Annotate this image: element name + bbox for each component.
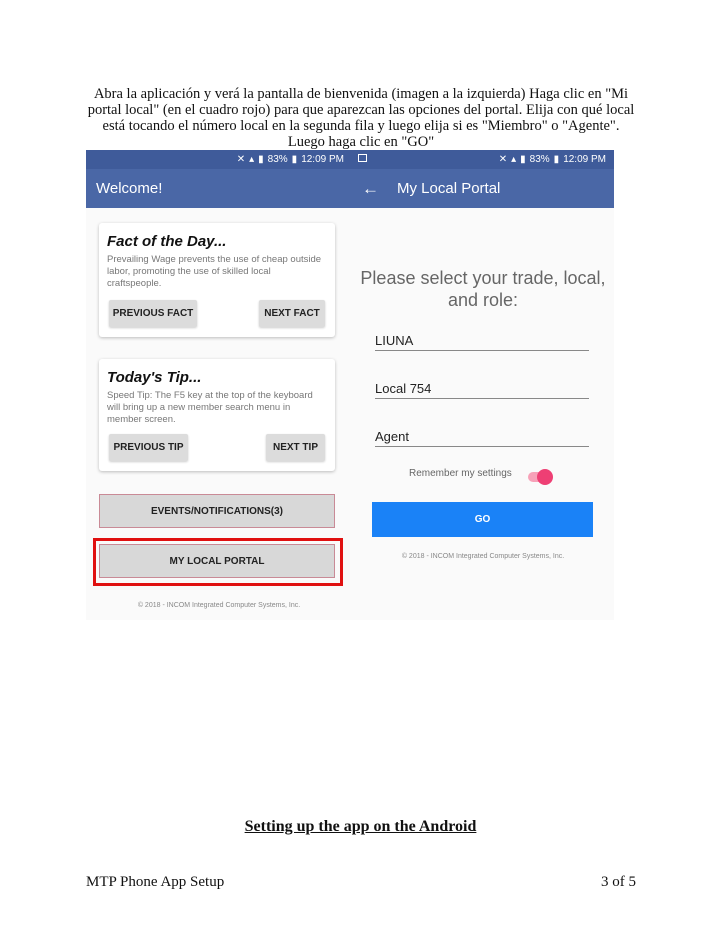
battery-icon: ▮	[291, 154, 298, 165]
mute-icon: ✕	[236, 154, 246, 165]
previous-fact-button[interactable]: PREVIOUS FACT	[109, 300, 197, 327]
tip-text: Speed Tip: The F5 key at the top of the keyboard will bring up a new member search menu in member screen.	[107, 390, 313, 425]
back-arrow-icon[interactable]: ←	[362, 178, 379, 198]
trade-select[interactable]: LIUNA	[375, 333, 589, 351]
role-select[interactable]: Agent	[375, 429, 589, 447]
screen-title: My Local Portal	[397, 180, 501, 197]
battery-level: 83%	[267, 154, 288, 165]
section-title: Setting up the app on the Android	[244, 818, 477, 835]
app-bar	[352, 169, 614, 208]
mute-icon: ✕	[498, 154, 508, 165]
remember-settings-toggle[interactable]	[528, 472, 550, 482]
tip-heading: Today's Tip...	[107, 369, 202, 386]
status-bar	[352, 150, 614, 169]
signal-icon: ▮	[520, 154, 526, 165]
fact-text: Prevailing Wage prevents the use of cheap outside labor, promoting the use of skilled local craftspeople.	[107, 254, 322, 289]
battery-icon: ▮	[553, 154, 560, 165]
go-button[interactable]: GO	[372, 502, 593, 537]
previous-tip-button[interactable]: PREVIOUS TIP	[109, 434, 188, 461]
status-bar	[86, 150, 352, 169]
signal-icon: ▮	[258, 154, 264, 165]
local-select[interactable]: Local 754	[375, 381, 589, 399]
tip-card	[99, 359, 335, 471]
wifi-icon: ▴	[249, 154, 255, 165]
toggle-knob	[537, 469, 553, 485]
clock: 12:09 PM	[563, 154, 606, 165]
intro-paragraph: Abra la aplicación y verá la pantalla de bienvenida (imagen a la izquierda) Haga clic en "Mi portal local" (en el cuadro rojo) para que aparezcan las opciones del portal. Elija con qué local está tocando el número local en la segunda fila y luego elija si es "Miembro" o "Agente". Luego haga clic en "GO"	[87, 86, 635, 150]
my-local-portal-screen	[352, 150, 614, 620]
app-bar	[86, 169, 352, 208]
remember-settings-label: Remember my settings	[409, 468, 512, 479]
copyright: © 2018 - INCOM Integrated Computer Systems, Inc.	[137, 602, 301, 609]
battery-level: 83%	[529, 154, 550, 165]
fact-heading: Fact of the Day...	[107, 233, 227, 250]
next-tip-button[interactable]: NEXT TIP	[266, 434, 325, 461]
selection-prompt: Please select your trade, local, and role:	[360, 268, 606, 310]
my-local-portal-button[interactable]: MY LOCAL PORTAL	[99, 544, 335, 578]
welcome-screen	[86, 150, 352, 620]
footer-document-title: MTP Phone App Setup	[86, 874, 225, 890]
highlight-box	[93, 538, 343, 586]
image-notification-icon	[358, 154, 367, 162]
next-fact-button[interactable]: NEXT FACT	[259, 300, 325, 327]
clock: 12:09 PM	[301, 154, 344, 165]
wifi-icon: ▴	[511, 154, 517, 165]
events-notifications-button[interactable]: EVENTS/NOTIFICATIONS(3)	[99, 494, 335, 528]
fact-card	[99, 223, 335, 337]
screen-title: Welcome!	[96, 180, 163, 197]
footer-page-number: 3 of 5	[601, 874, 636, 890]
copyright: © 2018 - INCOM Integrated Computer Systems, Inc.	[401, 553, 565, 560]
